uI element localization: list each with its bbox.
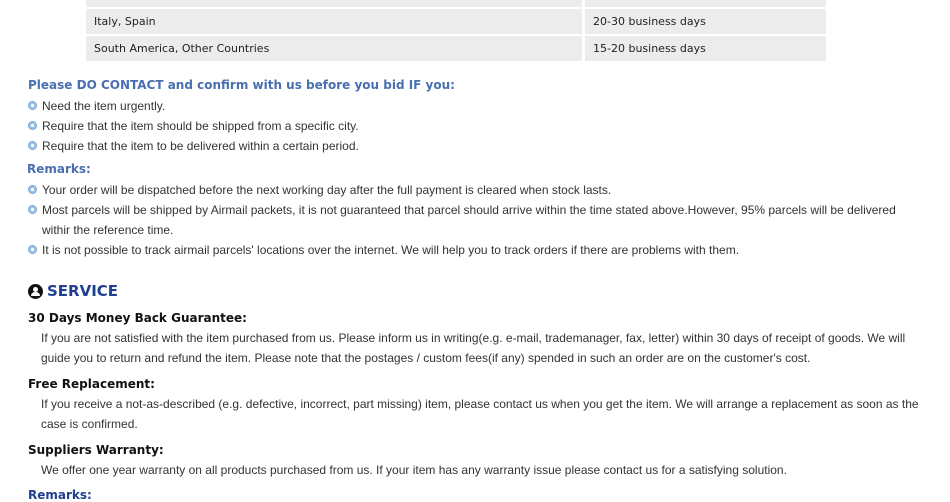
contact-heading: Please DO CONTACT and confirm with us before you bid IF you: (28, 78, 455, 92)
list-item-text: Need the item urgently. (42, 99, 166, 113)
bullet-icon (28, 185, 37, 194)
service-remarks-heading: Remarks: (28, 488, 92, 502)
table-cell-region: Italy, Spain (86, 9, 582, 34)
user-circle-icon (28, 284, 43, 299)
free-replacement-heading: Free Replacement: (28, 377, 155, 391)
list-item-text: It is not possible to track airmail parcels' locations over the internet. We will help you to track orders if there are problems with them. (42, 243, 740, 257)
table-cell-region: South America, Other Countries (86, 36, 582, 61)
bullet-icon (28, 101, 37, 110)
money-back-heading: 30 Days Money Back Guarantee: (28, 311, 247, 325)
remarks-heading: Remarks: (27, 162, 91, 176)
free-replacement-text: If you receive a not-as-described (e.g. defective, incorrect, part missing) item, please contact us when you get the item. We will arrange a replacement as soon as the case is confirmed. (41, 397, 919, 431)
list-item-text: Your order will be dispatched before the next working day after the full payment is cleared when stock lasts. (42, 183, 612, 197)
service-title: SERVICE (47, 282, 119, 300)
bullet-icon (28, 205, 37, 214)
list-item-text: Require that the item to be delivered within a certain period. (42, 139, 359, 153)
warranty-text: We offer one year warranty on all products purchased from us. If your item has any warranty issue please contact us for a satisfying solution. (41, 463, 787, 477)
table-row (86, 0, 826, 7)
table-row (86, 36, 826, 61)
table-cell-time (585, 0, 826, 7)
table-row (86, 9, 826, 34)
list-item-text: Most parcels will be shipped by Airmail packets, it is not guaranteed that parcel should arrive within the time stated above.However, 95% parcels will be delivered withir the reference time. (42, 203, 896, 237)
table-cell-time: 15-20 business days (585, 36, 826, 61)
table-cell-time: 20-30 business days (585, 9, 826, 34)
table-cell-region (86, 0, 582, 7)
bullet-icon (28, 141, 37, 150)
list-item-text: Require that the item should be shipped from a specific city. (42, 119, 359, 133)
bullet-icon (28, 245, 37, 254)
warranty-heading: Suppliers Warranty: (28, 443, 164, 457)
money-back-text: If you are not satisfied with the item purchased from us. Please inform us in writing(e.g. e-mail, trademanager, fax, letter) within 30 days of receipt of goods. We will guide you to return and refund the item. Please note that the postages / custom fees(if any) spended in such an order are on the customer's cost. (41, 331, 906, 365)
bullet-icon (28, 121, 37, 130)
